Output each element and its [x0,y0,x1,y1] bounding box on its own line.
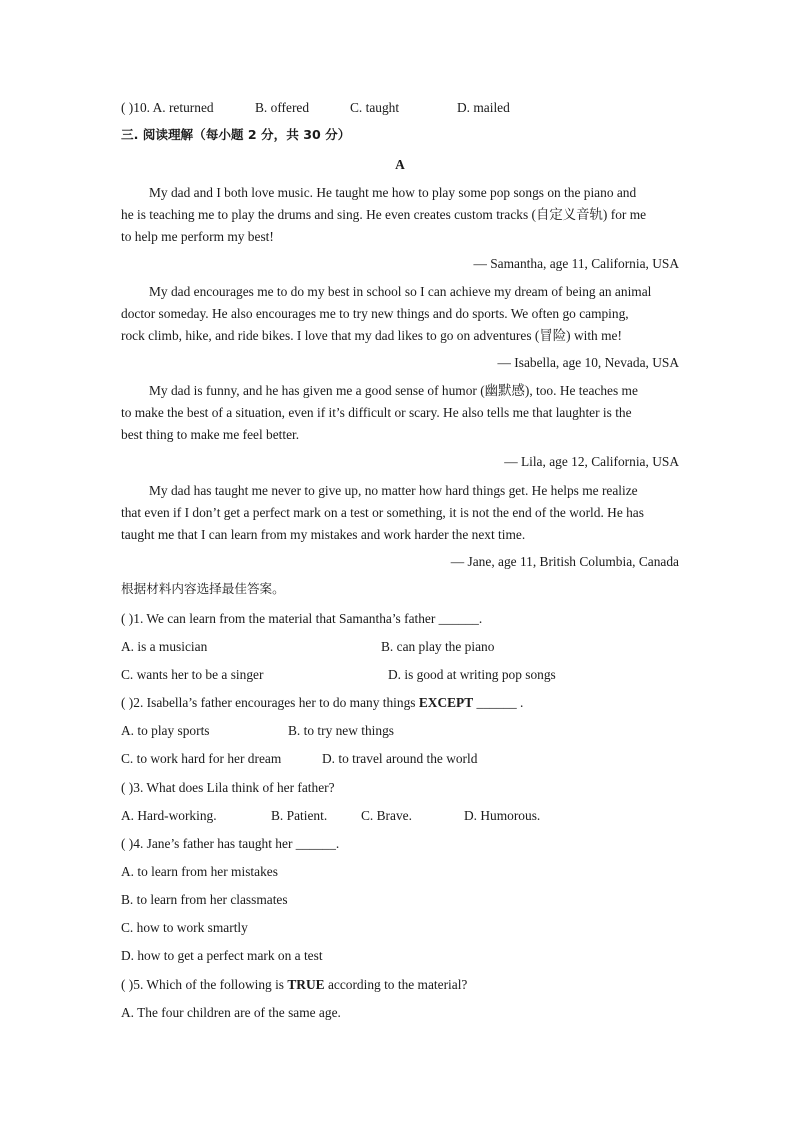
question-10-option-d: D. mailed [457,100,510,115]
instruction: 根据材料内容选择最佳答案。 [121,581,285,596]
question-1-option-b: B. can play the piano [381,639,495,654]
question-2-option-c: C. to work hard for her dream [121,751,282,766]
passage-1-line-2: he is teaching me to play the drums and sing. He even creates custom tracks (自定义音轨) for me [121,207,647,222]
question-2-option-d: D. to travel around the world [322,751,478,766]
question-2-stem-emphasis: EXCEPT [418,695,474,710]
question-10-stem: ( )10. A. returned [121,100,214,115]
question-3-option-c: C. Brave. [361,808,412,823]
passage-3-line-1: My dad is funny, and he has given me a good sense of humor (幽默感), too. He teaches me [149,383,638,398]
passage-4-line-2: that even if I don’t get a perfect mark on a test or something, it is not the end of the world. He has [121,505,644,520]
passage-3-line-2: to make the best of a situation, even if it’s difficult or scary. He also tells me that laughter is the [121,405,632,420]
passage-4-author: — Jane, age 11, British Columbia, Canada [450,554,679,569]
question-5-option-a: A. The four children are of the same age. [121,1005,341,1020]
passage-3-line-3: best thing to make me feel better. [121,427,300,442]
passage-2-author: — Isabella, age 10, Nevada, USA [497,355,679,370]
question-5-stem [121,978,467,991]
passage-3-author: — Lila, age 12, California, USA [504,454,679,469]
question-5-stem-emphasis: TRUE [287,977,325,992]
question-4-stem: ( )4. Jane’s father has taught her ______. [121,836,340,851]
question-1-option-d: D. is good at writing pop songs [388,667,556,682]
section-title: 三. 阅读理解（每小题 2 分，共 30 分） [121,127,351,142]
part-label: A [395,157,405,172]
question-4-option-c: C. how to work smartly [121,920,248,935]
question-1-option-c: C. wants her to be a singer [121,667,264,682]
passage-1-author: — Samantha, age 11, California, USA [473,256,679,271]
question-2-option-a: A. to play sports [121,723,210,738]
question-3-option-b: B. Patient. [271,808,328,823]
question-3-option-d: D. Humorous. [464,808,541,823]
question-2-stem-blank: ______ . [473,695,524,710]
question-10 [121,101,214,114]
question-5-stem-tail: according to the material? [324,977,468,992]
passage-4-line-3: taught me that I can learn from my mistakes and work harder the next time. [121,527,526,542]
passage-2-line-1: My dad encourages me to do my best in school so I can achieve my dream of being an animal [149,284,652,299]
question-3-option-a: A. Hard-working. [121,808,217,823]
question-4-option-d: D. how to get a perfect mark on a test [121,948,323,963]
question-10-option-b: B. offered [255,100,310,115]
question-4-option-a: A. to learn from her mistakes [121,864,278,879]
question-2-option-b: B. to try new things [288,723,395,738]
question-10-option-c: C. taught [350,100,400,115]
question-4-option-b: B. to learn from her classmates [121,892,288,907]
passage-1-line-1: My dad and I both love music. He taught me how to play some pop songs on the piano and [149,185,637,200]
question-2-stem-text: ( )2. Isabella’s father encourages her to do many things [121,695,419,710]
passage-1-line-3: to help me perform my best! [121,229,274,244]
question-2-stem [121,696,523,709]
passage-2-line-2: doctor someday. He also encourages me to try new things and do sports. We often go camping, [121,306,629,321]
passage-2-line-3: rock climb, hike, and ride bikes. I love that my dad likes to go on adventures (冒险) with me! [121,328,622,343]
question-1-stem: ( )1. We can learn from the material that Samantha’s father ______. [121,611,483,626]
question-5-stem-text: ( )5. Which of the following is [121,977,288,992]
question-1-option-a: A. is a musician [121,639,208,654]
question-3-stem: ( )3. What does Lila think of her father? [121,780,335,795]
passage-4-line-1: My dad has taught me never to give up, no matter how hard things get. He helps me realize [149,483,638,498]
